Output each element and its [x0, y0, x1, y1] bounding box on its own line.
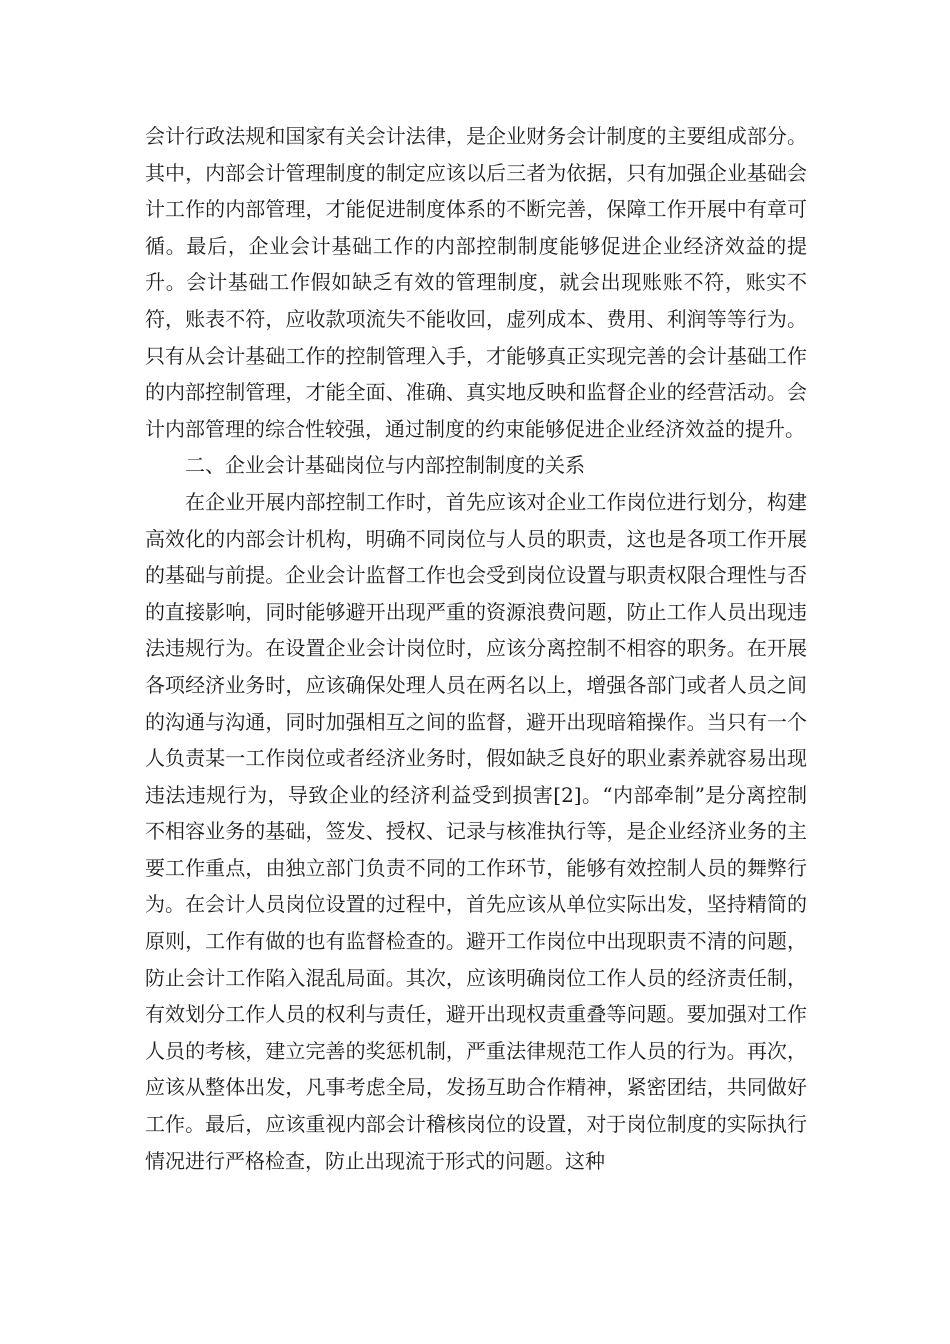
body-paragraph-continuation: 会计行政法规和国家有关会计法律，是企业财务会计制度的主要组成部分。其中，内部会计管理制度的制定应该以后三者为依据，只有加强企业基础会计工作的内部管理，才能促进制度体系的不断完善，保障工作开展中有章可循。最后，企业会计基础工作的内部控制制度能够促进企业经济效益的提升。会计基础工作假如缺乏有效的管理制度，就会出现账账不符，账实不符，账表不符，应收款项流失不能收回，虚列成本、费用、利润等等行为。只有从会计基础工作的控制管理入手，才能够真正实现完善的会计基础工作的内部控制管理，才能全面、准确、真实地反映和监督企业的经营活动。会计内部管理的综合性较强，通过制度的约束能够促进企业经济效益的提升。	[145, 124, 807, 441]
section-heading: 二、企业会计基础岗位与内部控制制度的关系	[185, 453, 585, 478]
document-body	[145, 118, 807, 1179]
body-paragraph: 在企业开展内部控制工作时，首先应该对企业工作岗位进行划分，构建高效化的内部会计机构，明确不同岗位与人员的职责，这也是各项工作开展的基础与前提。企业会计监督工作也会受到岗位设置与职责权限合理性与否的直接影响，同时能够避开出现严重的资源浪费问题，防止工作人员出现违法违规行为。在设置企业会计岗位时，应该分离控制不相容的职务。在开展各项经济业务时，应该确保处理人员在两名以上，增强各部门或者人员之间的沟通与沟通，同时加强相互之间的监督，避开出现暗箱操作。当只有一个人负责某一工作岗位或者经济业务时，假如缺乏良好的职业素养就容易出现违法违规行为，导致企业的经济利益受到损害[2]。“内部牵制”是分离控制不相容业务的基础，签发、授权、记录与核准执行等，是企业经济业务的主要工作重点，由独立部门负责不同的工作环节，能够有效控制人员的舞弊行为。在会计人员岗位设置的过程中，首先应该从单位实际出发，坚持精简的原则，工作有做的也有监督检查的。避开工作岗位中出现职责不清的问题，防止会计工作陷入混乱局面。其次，应该明确岗位工作人员的经济责任制，有效划分工作人员的权利与责任，避开出现权责重叠等问题。要加强对工作人员的考核，建立完善的奖惩机制，严重法律规范工作人员的行为。再次，应该从整体出发，凡事考虑全局，发扬互助合作精神，紧密团结，共同做好工作。最后，应该重视内部会计稽核岗位的设置，对于岗位制度的实际执行情况进行严格检查，防止出现流于形式的问题。这种	[145, 489, 807, 1173]
